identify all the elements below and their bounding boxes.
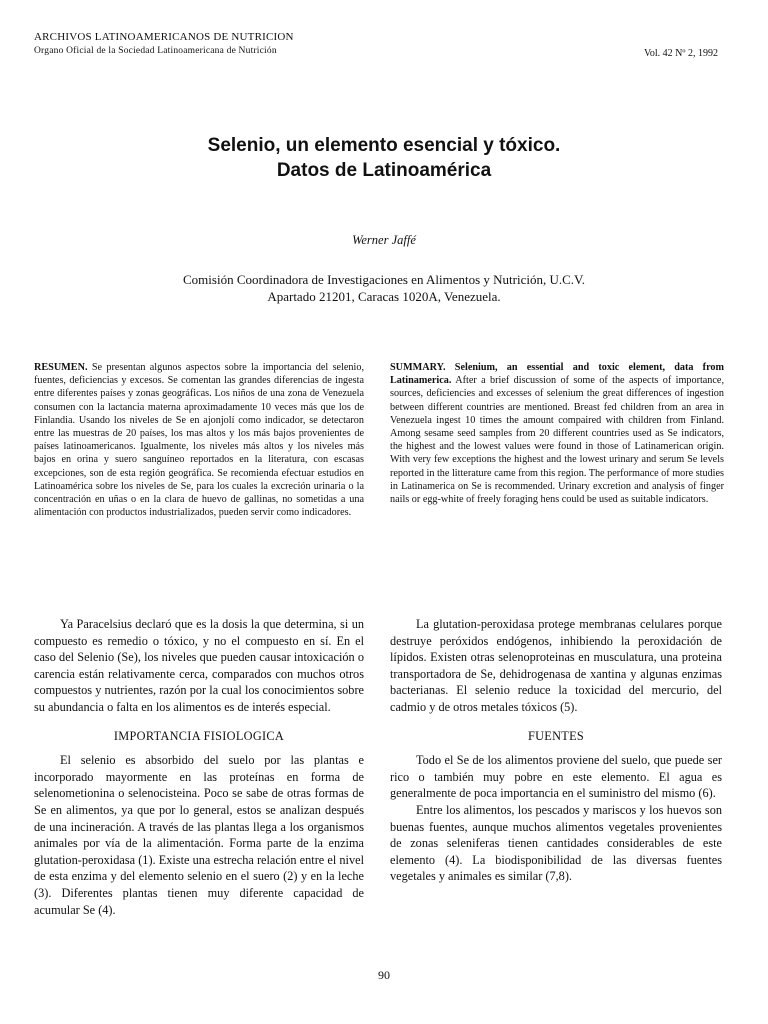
article-title <box>0 133 768 183</box>
journal-subtitle: Organo Oficial de la Sociedad Latinoamericana de Nutrición <box>34 46 277 56</box>
section-heading-importancia: IMPORTANCIA FISIOLOGICA <box>113 728 285 743</box>
section-heading-fuentes: FUENTES <box>527 728 585 743</box>
page-number: 90 <box>378 968 390 982</box>
title-line-2: Datos de Latinoamérica <box>276 160 492 181</box>
affiliation-line-2: Apartado 21201, Caracas 1020A, Venezuela. <box>267 289 501 304</box>
abstract-spanish-label: RESUMEN. <box>34 362 88 373</box>
body-column-left <box>34 616 364 918</box>
intro-paragraph: Ya Paracelsius declaró que es la dosis la que determina, si un compuesto es remedio o tóxico, y no el compuesto en sí. En el caso del Selenio (Se), los niveles que pueden causar intoxicación o carencia están relativamente cerca, comparados con muchos otros compuestos y nutrientes, razón por la cual los conocimientos sobre su abundancia o falta en los alimentos es de interés especial. <box>34 617 364 714</box>
affiliation <box>0 271 768 305</box>
title-line-1: Selenio, un elemento esencial y tóxico. <box>207 135 561 156</box>
body-column-right <box>390 616 722 885</box>
fuentes-paragraph-1: Todo el Se de los alimentos proviene del suelo, que puede ser rico o también muy pobre en este elemento. El agua es generalmente de poca importancia en el suministro del mismo (6). <box>390 753 722 801</box>
affiliation-line-1: Comisión Coordinadora de Investigaciones en Alimentos y Nutrición, U.C.V. <box>183 272 585 287</box>
journal-header <box>34 30 294 58</box>
fuentes-paragraph-2: Entre los alimentos, los pescados y mariscos y los huevos son buenas fuentes, aunque muchos alimentos vegetales provenientes de zonas seleniferas tienen cantidades considerables de este elemento (4). La biodisponibilidad de las diversas fuentes vegetales y animales es similar (7,8). <box>390 802 722 884</box>
abstract-spanish-text: Se presentan algunos aspectos sobre la importancia del selenio, fuentes, deficiencias y excesos. Se comentan las grandes diferencias de ingesta entre diferentes países y zonas geográficas. Los niños de una zona de Venezuela consumen con la lactancia materna aproximadamente 10 veces más que los de Finlandia. Usando los niveles de Se en ajonjolí como indicador, se detectaron entre las muestras de 20 países, los mas altos y los más bajos provenientes de países latinoamericanos. Igualmente, los niveles más altos y los niveles más bajos en orina y suero sanguíneo reportados en la literatura, con escasas excepciones, son de esta región geográfica. Se recomienda efectuar estudios en Latinoamérica sobre los niveles de Se, para los cuales la excreción urinaria o la concentración en uñas o en la clara de huevo de gallinas, no sometidas a una alimentación con productos industrializados, pueden servir como indicadores. <box>34 362 364 519</box>
volume-info: Vol. 42 Nº 2, 1992 <box>643 48 718 59</box>
abstract-english-title: Selenium, an essential and toxic element, data from Latinamerica. <box>390 362 724 387</box>
abstract-english-text: After a brief discussion of some of the aspects of importance, sources, deficiencies and excesses of selenium the great differences of ingestion between different countries are mentioned. Breast fed children from an area in Venezuela ingest 10 times the amount compaired with children from Finland. Among sesame seed samples from 20 different countries used as Se indicators, the highest and the lowest values were found in those of Latinamerican origin. With very few exceptions the highest and the lowest urinary and serum Se levels reported in the litterature came from this region. The performance of more studies in Latinamerica on Se is recommended. Urinary excretion and analysis of finger nails or egg-white of freely foraging hens could be used as suitable indicators. <box>390 375 724 506</box>
importancia-paragraph: El selenio es absorbido del suelo por las plantas e incorporado mayormente en las proteínas en forma de selenometionina o selenocisteina. Poco se sabe de otras formas de Se en alimentos, ya que por lo general, estos se analizan después de una incineración. A través de las plantas llega a los organismos animales por vía de la alimentación. Forma parte de la enzima glutation-peroxidasa (1). Existe una estrecha relación entre el nivel de esta enzima y del elemento selenio en el suero (2) y en la leche (3). Diferentes plantas tienen muy diferente capacidad de acumular Se (4). <box>34 753 364 917</box>
abstract-spanish <box>34 361 364 519</box>
abstract-english-label: SUMMARY. <box>390 362 446 373</box>
journal-name: ARCHIVOS LATINOAMERICANOS DE NUTRICION <box>34 31 294 43</box>
glutation-paragraph: La glutation-peroxidasa protege membranas celulares porque destruye peróxidos endógenos, inhibiendo la peroxidación de lípidos. Existen otras selenoproteinas en musculatura, una proteina transportadora de Se, dehidrogenasa de xantina y algunas enzimas bacterianas. El selenio reduce la toxicidad del mercurio, del cadmio y de otros metales tóxicos (5). <box>390 617 722 714</box>
author: Werner Jaffé <box>352 233 416 247</box>
abstract-english <box>390 361 724 506</box>
